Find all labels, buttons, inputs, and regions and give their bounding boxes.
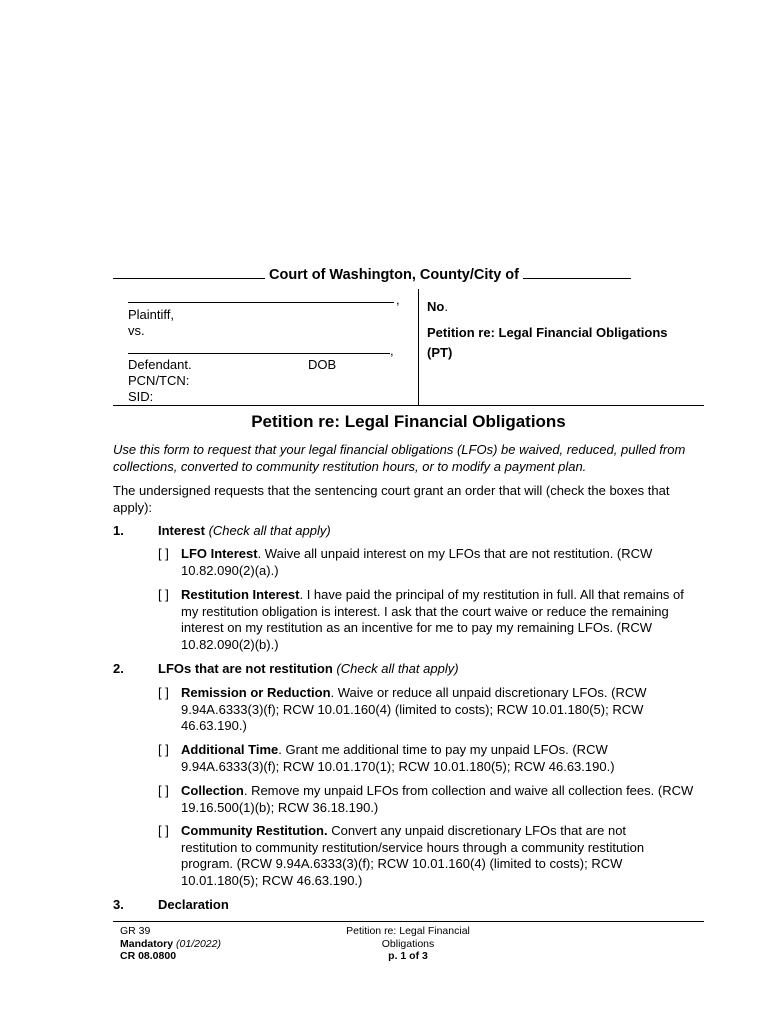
section-1-heading bbox=[158, 523, 331, 540]
plaintiff-comma: , bbox=[396, 292, 400, 307]
item-collection bbox=[181, 783, 696, 816]
item-restitution-interest-label: Restitution Interest bbox=[181, 587, 300, 602]
county-city-blank[interactable] bbox=[523, 264, 631, 279]
footer-page-number: p. 1 of 3 bbox=[388, 950, 428, 962]
court-heading bbox=[113, 264, 713, 283]
item-community-restitution-text: Convert any unpaid discretionary LFOs that are not restitution to community restitution/service hours through a community restitution program. (RCW 9.94A.6333(3)(f); RCW 10.01.160(4) (limited to costs); RCW 10.01.180(5); RCW 46.63.190.) bbox=[181, 823, 645, 888]
page-title: Petition re: Legal Financial Obligations bbox=[251, 412, 566, 431]
case-number-label bbox=[427, 299, 448, 315]
sid-label: SID: bbox=[128, 389, 154, 404]
footer-rule bbox=[113, 921, 704, 922]
checkbox-community-restitution[interactable]: [ ] bbox=[158, 823, 169, 838]
court-name-blank[interactable] bbox=[113, 264, 265, 279]
caption-title-line2: (PT) bbox=[427, 345, 453, 360]
intro-request: The undersigned requests that the sentencing court grant an order that will (check the boxes that apply): bbox=[113, 483, 670, 515]
footer-mandatory-date: (01/2022) bbox=[176, 937, 221, 950]
item-lfo-interest-label: LFO Interest bbox=[181, 546, 258, 561]
section-2-heading bbox=[158, 661, 459, 678]
court-heading-text: Court of Washington, County/City of bbox=[269, 267, 519, 283]
defendant-name-line[interactable] bbox=[128, 352, 390, 354]
checkbox-collection[interactable]: [ ] bbox=[158, 783, 169, 798]
caption-title-line1: Petition re: Legal Financial Obligations bbox=[427, 325, 668, 340]
item-community-restitution-label: Community Restitution. bbox=[181, 823, 328, 838]
footer-form-id: GR 39 bbox=[120, 925, 151, 937]
intro-instructions: Use this form to request that your legal financial obligations (LFOs) be waived, reduced, pulled from collections, converted to community restitution hours, or to modify a payment plan. bbox=[113, 442, 686, 474]
section-3-heading: Declaration bbox=[158, 897, 229, 912]
plaintiff-label: Plaintiff, bbox=[128, 307, 175, 322]
footer-mandatory bbox=[120, 938, 221, 951]
item-additional-time bbox=[181, 742, 661, 775]
footer-title-line2: Obligations bbox=[381, 937, 435, 950]
item-additional-time-text: . Grant me additional time to pay my unpaid LFOs. (RCW 9.94A.6333(3)(f); RCW 10.01.170(1); RCW 10.01.180(5); RCW 46.63.190.) bbox=[181, 742, 615, 774]
vs-label: vs. bbox=[128, 323, 145, 338]
plaintiff-name-line[interactable] bbox=[128, 301, 394, 303]
item-collection-label: Collection bbox=[181, 783, 244, 798]
item-community-restitution bbox=[181, 823, 676, 889]
section-2-number: 2. bbox=[113, 661, 124, 676]
dob-label: DOB bbox=[308, 357, 337, 372]
item-remission bbox=[181, 685, 686, 735]
checkbox-restitution-interest[interactable]: [ ] bbox=[158, 587, 169, 602]
item-restitution-interest-text: . I have paid the principal of my restitution in full. All that remains of my restitution obligation is interest. I ask that the court waive or reduce the remaining interest on my restitution as an incentive for me to pay my remaining LFOs. (RCW 10.82.090(2)(b).) bbox=[181, 587, 684, 652]
section-1-number: 1. bbox=[113, 523, 124, 538]
section-2-title: LFOs that are not restitution bbox=[158, 661, 333, 676]
section-2-note: (Check all that apply) bbox=[336, 661, 459, 676]
section-1-title: Interest bbox=[158, 523, 205, 538]
item-lfo-interest-text: . Waive all unpaid interest on my LFOs that are not restitution. (RCW 10.82.090(2)(a).) bbox=[181, 546, 653, 578]
case-number-dot: . bbox=[444, 299, 448, 314]
footer-left bbox=[120, 925, 221, 963]
section-1-note: (Check all that apply) bbox=[208, 523, 331, 538]
caption-title bbox=[427, 323, 697, 363]
caption-divider bbox=[418, 289, 419, 405]
item-remission-text: . Waive or reduce all unpaid discretionary LFOs. (RCW 9.94A.6333(3)(f); RCW 10.01.160(4) (limited to costs); RCW 10.01.180(5); RCW 46.63.190.) bbox=[181, 685, 647, 733]
pcn-label: PCN/TCN: bbox=[128, 373, 190, 388]
defendant-label: Defendant. bbox=[128, 357, 192, 372]
item-additional-time-label: Additional Time bbox=[181, 742, 279, 757]
defendant-comma: , bbox=[390, 343, 394, 358]
checkbox-lfo-interest[interactable]: [ ] bbox=[158, 546, 169, 561]
case-number-no: No bbox=[427, 299, 445, 314]
item-remission-label: Remission or Reduction bbox=[181, 685, 331, 700]
item-collection-text: . Remove my unpaid LFOs from collection and waive all collection fees. (RCW 19.16.500(1)(b); RCW 36.18.190.) bbox=[181, 783, 694, 815]
section-3-number: 3. bbox=[113, 897, 124, 912]
footer-cr-code: CR 08.0800 bbox=[120, 950, 177, 962]
footer-title-line1: Petition re: Legal Financial bbox=[346, 925, 470, 937]
footer-mandatory-label: Mandatory bbox=[120, 937, 174, 950]
checkbox-remission[interactable]: [ ] bbox=[158, 685, 169, 700]
item-restitution-interest bbox=[181, 587, 704, 653]
footer-center bbox=[308, 925, 508, 963]
item-lfo-interest bbox=[181, 546, 693, 579]
checkbox-additional-time[interactable]: [ ] bbox=[158, 742, 169, 757]
